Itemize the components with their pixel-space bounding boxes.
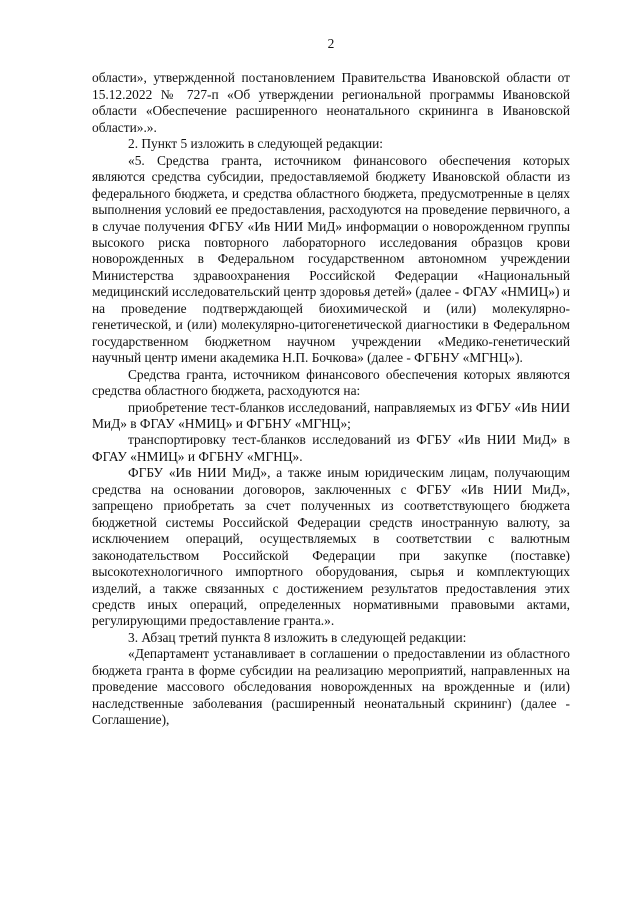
paragraph-8: 3. Абзац третий пункта 8 изложить в следующей редакции: [128,629,467,645]
paragraph-2: 2. Пункт 5 изложить в следующей редакции: [128,136,384,152]
page-number: 2 [327,36,335,51]
paragraph-9: «Департамент устанавливает в соглашении о предоставлении из областного бюджета гранта в форме субсидии на реализацию мероприятий, направленных на проведение массового обследования новорожденных на врожденные и (или) наследственные заболевания (расширенный неонатальный скрининг) (далее - Соглашение), [92,646,570,728]
paragraph-4: Средства гранта, источником финансового обеспечения которых являются средства областного бюджета, расходуются на: [92,366,570,399]
document-page [92,36,570,729]
paragraph-3: «5. Средства гранта, источником финансового обеспечения которых являются средства субсидии, предоставляемой бюджету Ивановской области из федерального бюджета, и средства областного бюджета, предусмотренные в целях выполнения условий ее предоставления, расходуются на проведение первичного, а в случае получения ФГБУ «Ив НИИ МиД» информации о новорожденном группы высокого риска повторного лабораторного исследования образцов крови новорожденных в Федеральном государственном автономном учреждении Министерства здравоохранения Российской Федерации «Национальный медицинский исследовательский центр здоровья детей» (далее - ФГАУ «НМИЦ») и на проведение подтверждающей биохимической и (или) молекулярно-генетической, и (или) молекулярно-цитогенетической диагностики в Федеральном государственном бюджетном научном учреждении «Медико-генетический научный центр имени академика Н.П. Бочкова» (далее - ФГБНУ «МГНЦ»). [92,152,570,366]
paragraph-5: приобретение тест-бланков исследований, направляемых из ФГБУ «Ив НИИ МиД» в ФГАУ «НМИЦ» и ФГБНУ «МГНЦ»; [92,399,570,431]
paragraph-7: ФГБУ «Ив НИИ МиД», а также иным юридическим лицам, получающим средства на основании договоров, заключенных с ФГБУ «Ив НИИ МиД», запрещено приобретать за счет полученных из соответствующего бюджета бюджетной системы Российской Федерации средств иностранную валюту, за исключением операций, осуществляемых в соответствии с валютным законодательством Российской Федерации при закупке (поставке) высокотехнологичного импортного оборудования, сырья и комплектующих изделий, а также связанных с достижением результатов предоставления этих средств иных операций, определенных нормативными правовыми актами, регулирующими предоставление гранта.». [92,465,570,629]
paragraph-1: области», утвержденной постановлением Правительства Ивановской области от 15.12.2022 № 727-п «Об утверждении региональной программы Ивановской области «Обеспечение расширенного неонатального скрининга в Ивановской области».». [92,70,570,135]
paragraph-6: транспортировку тест-бланков исследований из ФГБУ «Ив НИИ МиД» в ФГАУ «НМИЦ» и ФГБНУ «МГНЦ». [92,432,570,464]
document-body [92,70,570,728]
